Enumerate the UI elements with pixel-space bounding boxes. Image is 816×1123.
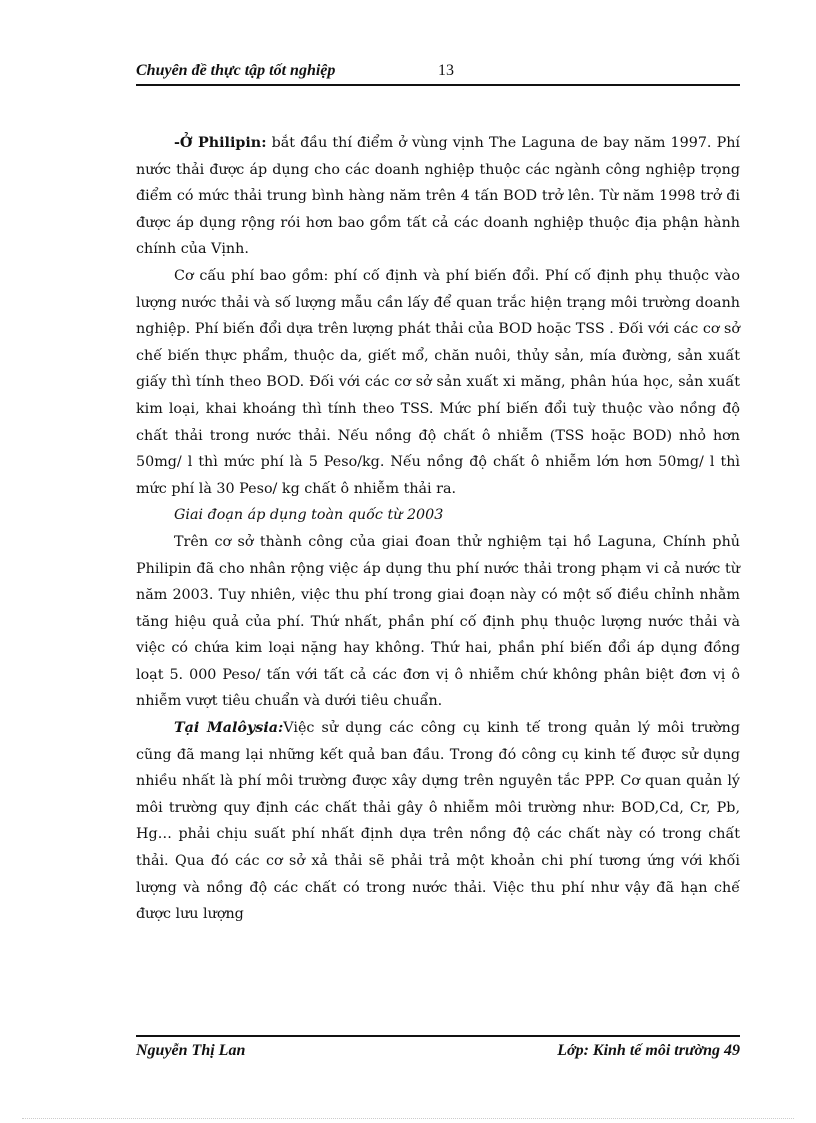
page-edge-divider bbox=[22, 1118, 794, 1119]
header-divider bbox=[136, 84, 740, 86]
paragraph-philippines bbox=[136, 130, 740, 263]
paragraph-nationwide: Trên cơ sở thành công của giai đoan thử nghiệm tại hồ Laguna, Chính phủ Philipin đã cho nhân rộng việc áp dụng thu phí nước thải trong phạm vi cả nước từ năm 2003. Tuy nhiên, việc thu phí trong giai đoạn này có một số điều chỉnh nhằm tăng hiệu quả của phí. Thứ nhất, phần phí cố định phụ thuộc lượng nước thải và việc có chứa kim loại nặng hay không. Thứ hai, phần phí biến đổi áp dụng đồng loạt 5. 000 Peso/ tấn với tất cả các đơn vị ô nhiễm chứ không phân biệt đơn vị ô nhiễm vượt tiêu chuẩn và dưới tiêu chuẩn. bbox=[136, 533, 740, 710]
page-footer bbox=[136, 1042, 740, 1066]
document-body bbox=[136, 130, 740, 928]
footer-divider bbox=[136, 1035, 740, 1037]
header-title: Chuyên đề thực tập tốt nghiệp bbox=[136, 62, 336, 79]
subheading-nationwide: Giai đoạn áp dụng toàn quốc từ 2003 bbox=[174, 507, 444, 524]
malaysia-lead: Tại Malôysia: bbox=[174, 720, 284, 737]
paragraph-fee-structure: Cơ cấu phí bao gồm: phí cố định và phí biến đổi. Phí cố định phụ thuộc vào lượng nước thải và số lượng mẫu cần lấy để quan trắc hiện trạng môi trường doanh nghiệp. Phí biến đổi dựa trên lượng phát thải của BOD hoặc TSS . Đối với các cơ sở chế biến thực phẩm, thuộc da, giết mổ, chăn nuôi, thủy sản, mía đường, sản xuất giấy thì tính theo BOD. Đối với các cơ sở sản xuất xi măng, phân húa học, sản xuất kim loại, khai khoáng thì tính theo TSS. Mức phí biến đổi tuỳ thuộc vào nồng độ chất thải trong nước thải. Nếu nồng độ chất ô nhiễm (TSS hoặc BOD) nhỏ hơn 50mg/ l thì mức phí là 5 Peso/kg. Nếu nồng độ chất ô nhiễm lớn hơn 50mg/ l thì mức phí là 30 Peso/ kg chất ô nhiễm thải ra. bbox=[136, 267, 740, 497]
philippines-lead: -Ở Philipin: bbox=[174, 135, 267, 151]
malaysia-text: Việc sử dụng các công cụ kinh tế trong quản lý môi trường cũng đã mang lại những kết quả ban đầu. Trong đó công cụ kinh tế được sử dụng nhiều nhất là phí môi trường được xây dựng trên nguyên tắc PPP. Cơ quan quản lý môi trường quy định các chất thải gây ô nhiễm môi trường như: BOD,Cd, Cr, Pb, Hg… phải chịu suất phí nhất định dựa trên nồng độ các chất này có trong chất thải. Qua đó các cơ sở xả thải sẽ phải trả một khoản chi phí tương ứng với khối lượng và nồng độ các chất có trong nước thải. Việc thu phí như vậy đã hạn chế được lưu lượng bbox=[136, 720, 740, 923]
footer-class: Lớp: Kinh tế môi trường 49 bbox=[557, 1042, 740, 1059]
page-number: 13 bbox=[438, 62, 454, 79]
paragraph-malaysia bbox=[136, 715, 740, 928]
philippines-text: bắt đầu thí điểm ở vùng vịnh The Laguna de bay năm 1997. Phí nước thải được áp dụng cho các doanh nghiệp thuộc các ngành công nghiệp trọng điểm có mức thải trung bình hàng năm trên 4 tấn BOD trở lên. Từ năm 1998 trở đi được áp dụng rộng rói hơn bao gồm tất cả các doanh nghiệp thuộc địa phận hành chính của Vịnh. bbox=[136, 135, 740, 258]
footer-author: Nguyễn Thị Lan bbox=[136, 1042, 246, 1059]
page-header bbox=[136, 60, 740, 84]
